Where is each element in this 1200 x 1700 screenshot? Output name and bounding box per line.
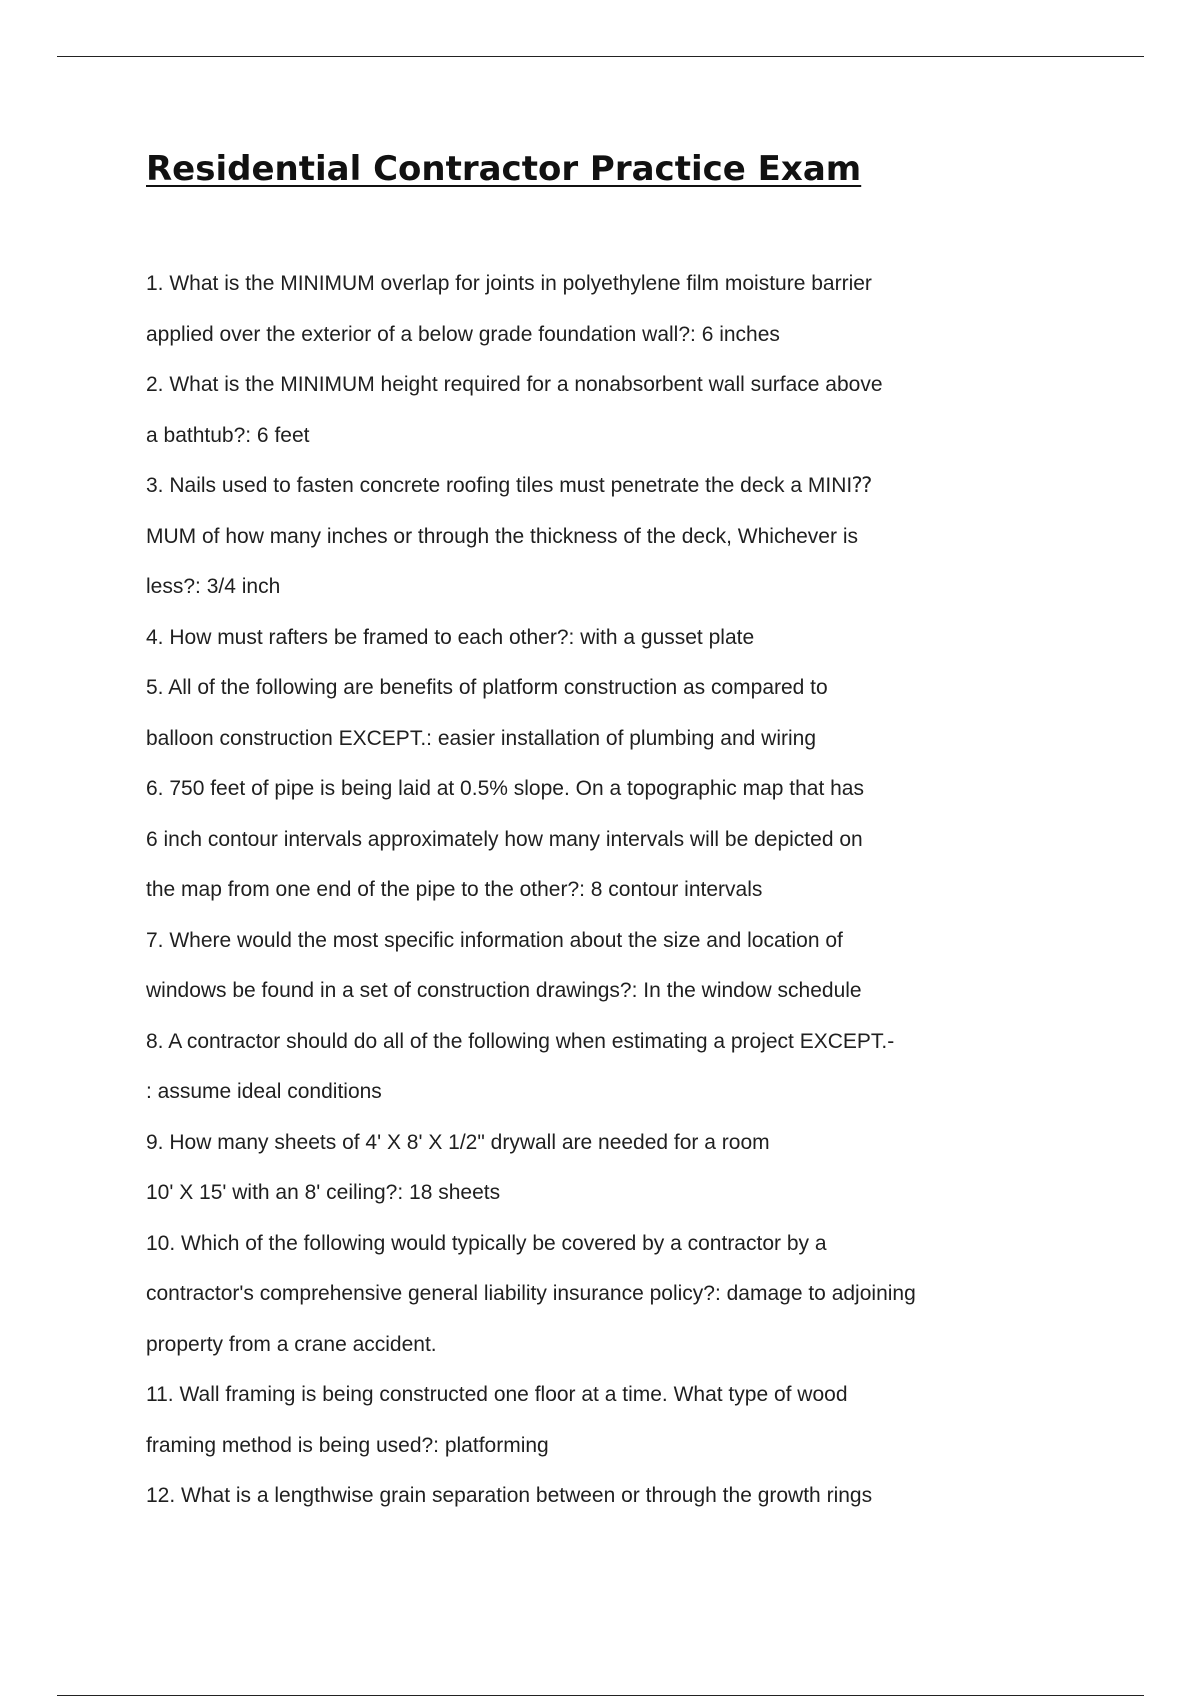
text-line: 10' X 15' with an 8' ceiling?: 18 sheets (146, 1181, 501, 1204)
header-rule (57, 56, 1144, 57)
text-line: 7. Where would the most specific information about the size and location of (146, 928, 843, 952)
text-line: 12. What is a lengthwise grain separation between or through the growth rings (146, 1484, 873, 1507)
text-line: 9. How many sheets of 4' X 8' X 1/2" drywall are needed for a room (146, 1130, 770, 1154)
text-line: a bathtub?: 6 feet (146, 423, 310, 447)
text-line: less?: 3/4 inch (146, 575, 281, 598)
text-line: balloon construction EXCEPT.: easier installation of plumbing and wiring (146, 726, 817, 750)
footer-rule (57, 1695, 1144, 1696)
text-line: MUM of how many inches or through the thickness of the deck, Whichever is (146, 524, 858, 548)
page-title: Residential Contractor Practice Exam (146, 149, 862, 189)
text-line: : assume ideal conditions (146, 1080, 382, 1103)
text-line: 2. What is the MINIMUM height required for a nonabsorbent wall surface above (146, 373, 883, 396)
text-line: 10. Which of the following would typically be covered by a contractor by a (146, 1231, 827, 1255)
text-line: 8. A contractor should do all of the following when estimating a project EXCEPT.- (146, 1029, 895, 1053)
text-line: 6 inch contour intervals approximately how many intervals will be depicted on (146, 827, 863, 851)
text-line: applied over the exterior of a below grade foundation wall?: 6 inches (146, 322, 780, 346)
text-line: 6. 750 feet of pipe is being laid at 0.5% slope. On a topographic map that has (146, 777, 864, 800)
text-line: 5. All of the following are benefits of platform construction as compared to (146, 676, 828, 699)
text-line: 11. Wall framing is being constructed one floor at a time. What type of wood (146, 1383, 848, 1406)
text-line: windows be found in a set of construction drawings?: In the window schedule (146, 979, 862, 1002)
text-line: property from a crane accident. (146, 1332, 437, 1356)
exam-text (146, 259, 1046, 1522)
text-line: 3. Nails used to fasten concrete roofing tiles must penetrate the deck a MINI⁇ (146, 474, 872, 497)
text-line: framing method is being used?: platforming (146, 1433, 549, 1457)
text-line: contractor's comprehensive general liability insurance policy?: damage to adjoining (146, 1282, 916, 1305)
text-line: the map from one end of the pipe to the other?: 8 contour intervals (146, 878, 763, 901)
text-line: 1. What is the MINIMUM overlap for joints in polyethylene film moisture barrier (146, 272, 872, 295)
text-line: 4. How must rafters be framed to each other?: with a gusset plate (146, 625, 755, 649)
